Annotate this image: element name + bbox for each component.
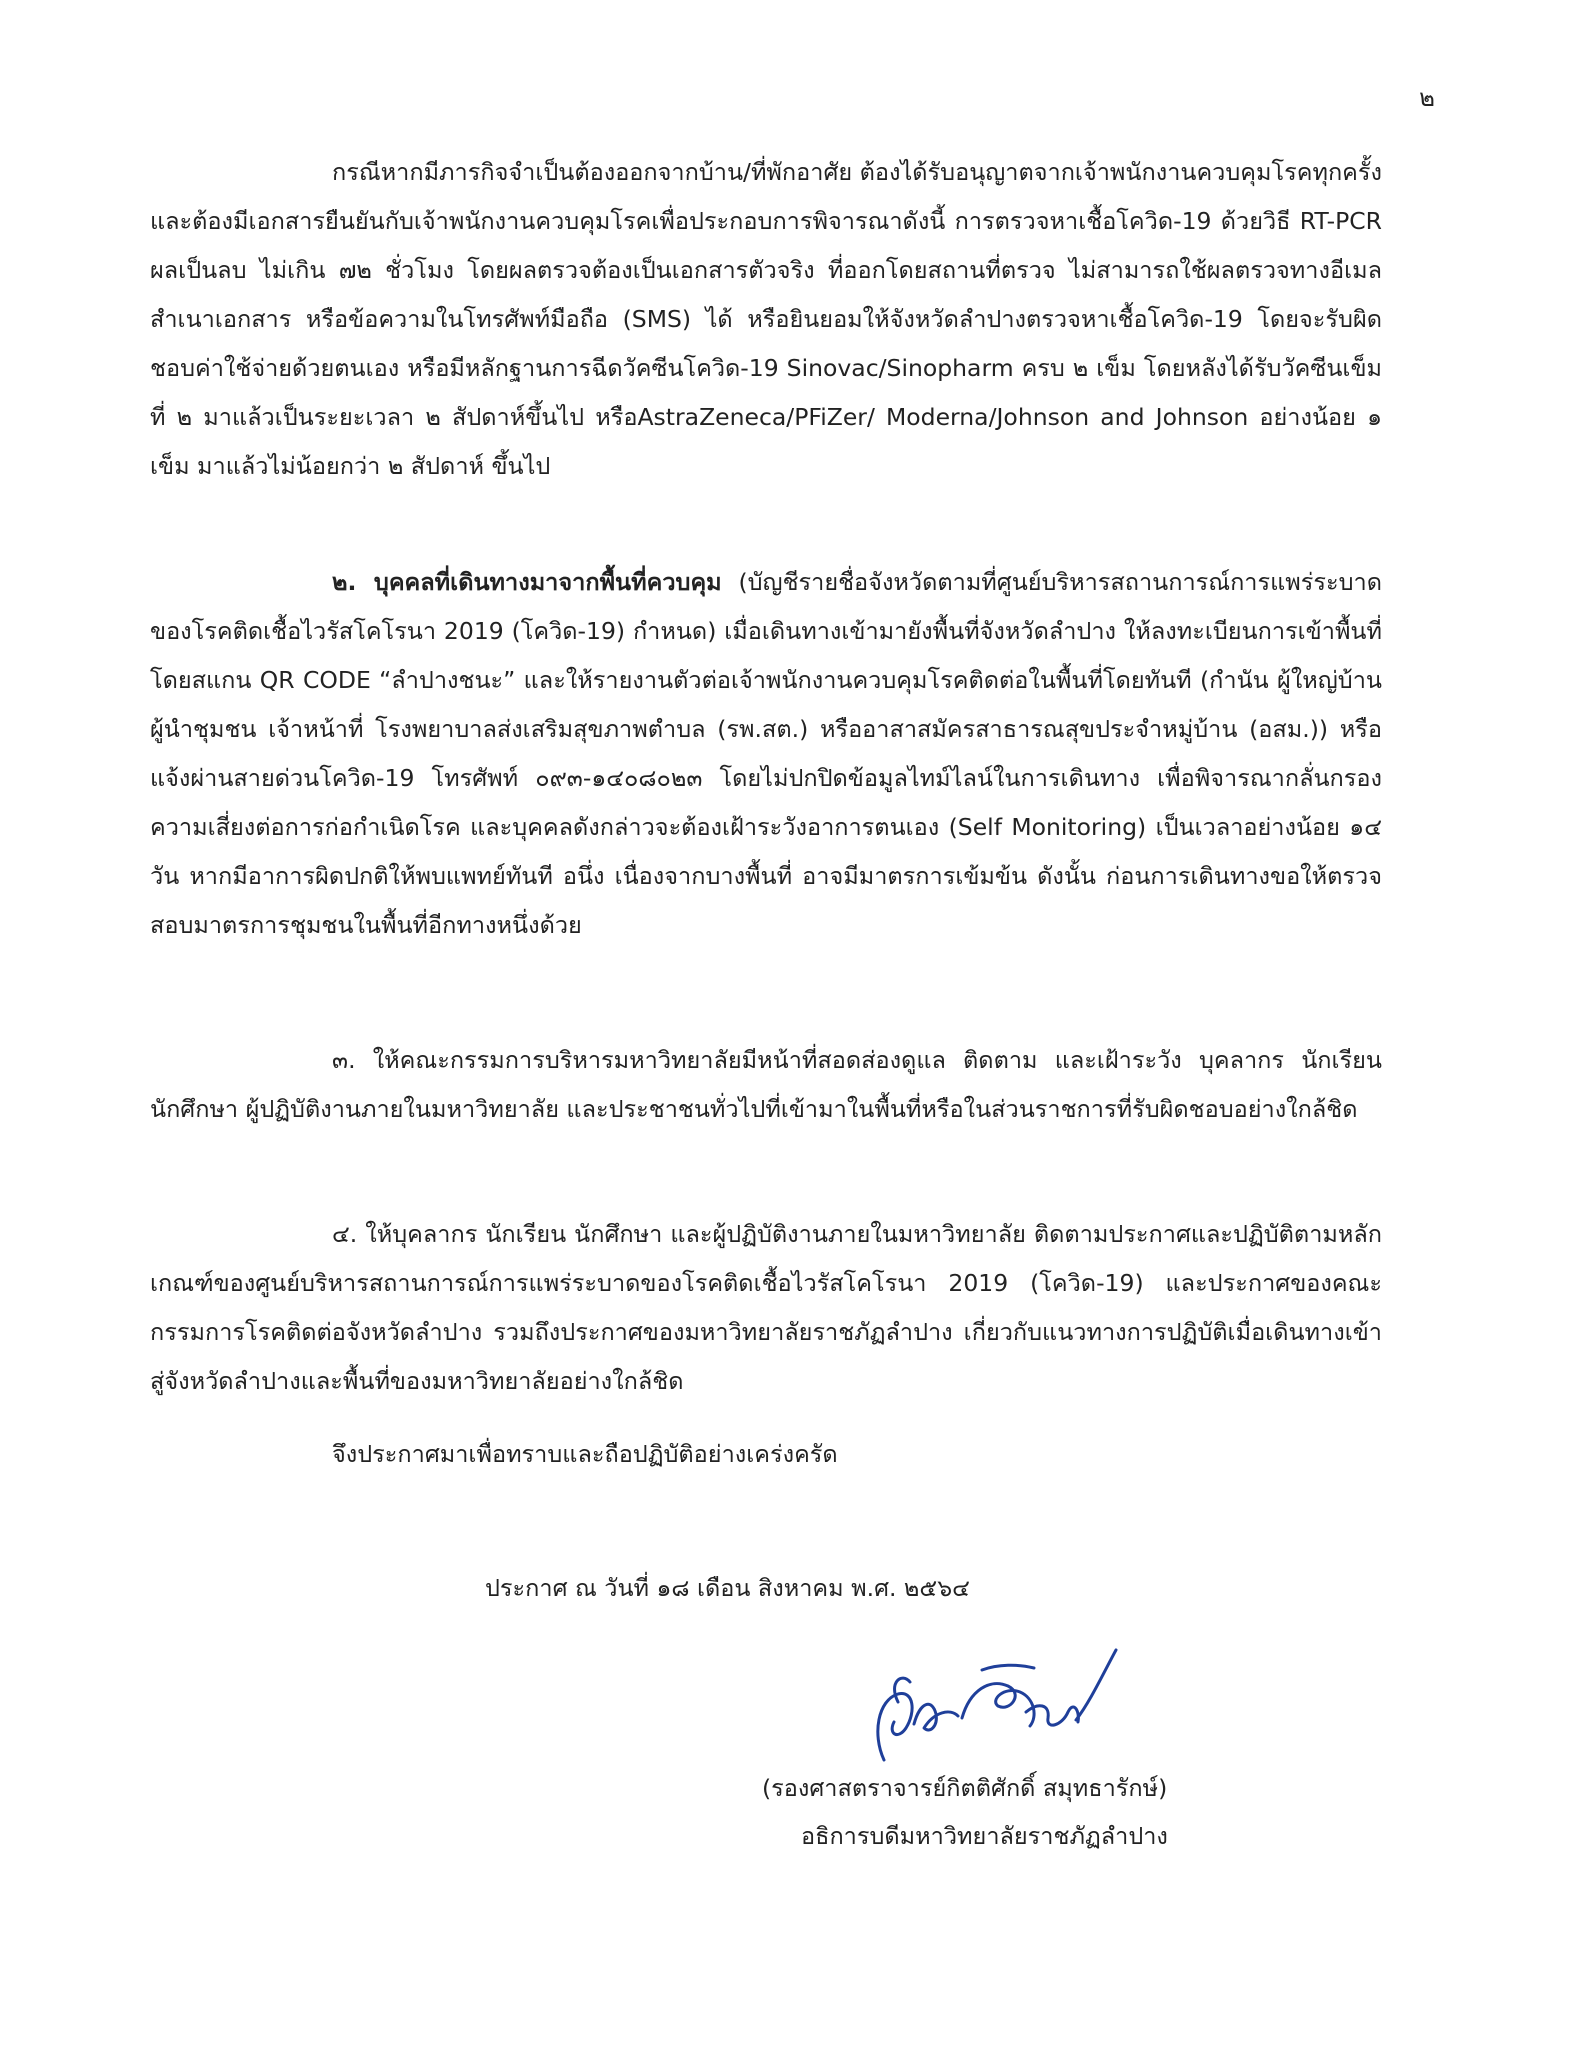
paragraph-3: ๓. ให้คณะกรรมการบริหารมหาวิทยาลัยมีหน้าที่สอดส่องดูแล ติดตาม และเฝ้าระวัง บุคลากร นักเรียน นักศึกษา ผู้ปฏิบัติงานภายในมหาวิทยาลัย และประชาชนทั่วไปที่เข้ามาในพื้นที่หรือในส่วนราชการที่รับผิดชอบอย่างใกล้ชิด — [150, 1046, 1382, 1123]
paragraph-4: ๔. ให้บุคลากร นักเรียน นักศึกษา และผู้ปฏิบัติงานภายในมหาวิทยาลัย ติดตามประกาศและปฏิบัติตามหลักเกณฑ์ของศูนย์บริหารสถานการณ์การแพร่ระบาดของโรคติดเชื้อไวรัสโคโรนา 2019 (โควิด-19) และประกาศของคณะกรรมการโรคติดต่อจังหวัดลำปาง รวมถึงประกาศของมหาวิทยาลัยราชภัฏลำปาง เกี่ยวกับแนวทางการปฏิบัติเมื่อเดินทางเข้าสู่จังหวัดลำปางและพื้นที่ของมหาวิทยาลัยอย่างใกล้ชิด — [150, 1220, 1382, 1395]
signature — [858, 1642, 1124, 1768]
paragraph-2 — [150, 558, 1382, 950]
announcement-date: ประกาศ ณ วันที่ ๑๘ เดือน สิงหาคม พ.ศ. ๒๕๖๔ — [485, 1574, 970, 1602]
paragraph-2-body: (บัญชีรายชื่อจังหวัดตามที่ศูนย์บริหารสถานการณ์การแพร่ระบาดของโรคติดเชื้อไวรัสโคโรนา 2019 (โควิด-19) กำหนด) เมื่อเดินทางเข้ามายังพื้นที่จังหวัดลำปาง ให้ลงทะเบียนการเข้าพื้นที่ โดยสแกน QR CODE “ลำปางชนะ” และให้รายงานตัวต่อเจ้าพนักงานควบคุมโรคติดต่อในพื้นที่โดยทันที (กำนัน ผู้ใหญ่บ้าน ผู้นำชุมชน เจ้าหน้าที่ โรงพยาบาลส่งเสริมสุขภาพตำบล (รพ.สต.) หรืออาสาสมัครสาธารณสุขประจำหมู่บ้าน (อสม.)) หรือแจ้งผ่านสายด่วนโควิด-19 โทรศัพท์ ๐๙๓-๑๔๐๘๐๒๓ โดยไม่ปกปิดข้อมูลไทม์ไลน์ในการเดินทาง เพื่อพิจารณากลั่นกรองความเสี่ยงต่อการก่อกำเนิดโรค และบุคคลดังกล่าวจะต้องเฝ้าระวังอาการตนเอง (Self Monitoring) เป็นเวลาอย่างน้อย ๑๔ วัน หากมีอาการผิดปกติให้พบแพทย์ทันที อนึ่ง เนื่องจากบางพื้นที่ อาจมีมาตรการเข้มข้น ดังนั้น ก่อนการเดินทางขอให้ตรวจสอบมาตรการชุมชนในพื้นที่อีกทางหนึ่งด้วย — [150, 568, 1383, 939]
page-number: ๒ — [1419, 84, 1437, 112]
closing-statement: จึงประกาศมาเพื่อทราบและถือปฏิบัติอย่างเคร่งครัด — [332, 1440, 838, 1468]
signer-title: อธิการบดีมหาวิทยาลัยราชภัฏลำปาง — [801, 1822, 1168, 1850]
signer-name: (รองศาสตราจารย์กิตติศักดิ์ สมุทธารักษ์) — [762, 1774, 1168, 1802]
paragraph-1: กรณีหากมีภารกิจจำเป็นต้องออกจากบ้าน/ที่พักอาศัย ต้องได้รับอนุญาตจากเจ้าพนักงานควบคุมโรคทุกครั้ง และต้องมีเอกสารยืนยันกับเจ้าพนักงานควบคุมโรคเพื่อประกอบการพิจารณาดังนี้ การตรวจหาเชื้อโควิด-19 ด้วยวิธี RT-PCR ผลเป็นลบ ไม่เกิน ๗๒ ชั่วโมง โดยผลตรวจต้องเป็นเอกสารตัวจริง ที่ออกโดยสถานที่ตรวจ ไม่สามารถใช้ผลตรวจทางอีเมล สำเนาเอกสาร หรือข้อความในโทรศัพท์มือถือ (SMS) ได้ หรือยินยอมให้จังหวัดลำปางตรวจหาเชื้อโควิด-19 โดยจะรับผิดชอบค่าใช้จ่ายด้วยตนเอง หรือมีหลักฐานการฉีดวัคซีนโควิด-19 Sinovac/Sinopharm ครบ ๒ เข็ม โดยหลังได้รับวัคซีนเข็มที่ ๒ มาแล้วเป็นระยะเวลา ๒ สัปดาห์ขึ้นไป หรือAstraZeneca/PFiZer/ Moderna/Johnson and Johnson อย่างน้อย ๑ เข็ม มาแล้วไม่น้อยกว่า ๒ สัปดาห์ ขึ้นไป — [150, 158, 1382, 480]
paragraph-2-heading: ๒. บุคคลที่เดินทางมาจากพื้นที่ควบคุม — [332, 568, 722, 596]
